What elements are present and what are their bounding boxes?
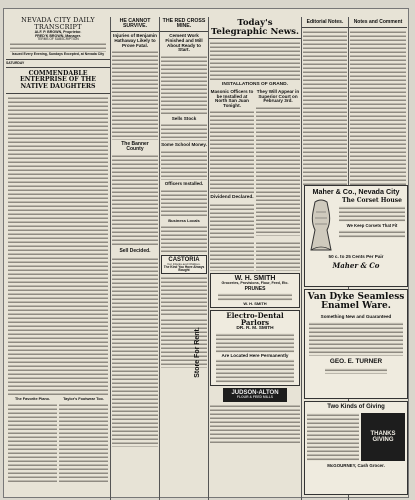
article-school-body (161, 150, 207, 180)
headline-school-money: Some School Money. (161, 142, 207, 148)
headline-banner-county: The Banner County (121, 141, 149, 153)
headline-favorite-piano: The Favorite Piano. (14, 396, 51, 401)
masthead-editor: ALF. P. BROWN, Proprietor. (34, 30, 82, 34)
notes-body (350, 30, 406, 185)
masthead-manager: FRED'K BROWN, Manager. (35, 33, 81, 38)
electro-dentist: DR. R. M. SMITH (236, 325, 274, 331)
headline-cannot-survive: HE CANNOT SURVIVE. (119, 18, 151, 30)
thanksgiving-graphic (361, 413, 405, 461)
headline-officers: Officers Installed. (164, 180, 204, 186)
maher-title: Maher & Co., Nevada City (312, 187, 400, 196)
article-sells-stock-body (161, 123, 207, 141)
headline-they-will: They Will Appear in Superior Court on February 3rd. (256, 88, 300, 104)
article-commendable-body (8, 96, 108, 396)
smith-prunes: PRUNES (244, 285, 266, 292)
corset-house: The Corset House (342, 197, 402, 205)
ad-small-left (210, 241, 254, 271)
store-for-rent-ad (188, 319, 206, 385)
electro-located: Are Located Here Permanently (221, 352, 289, 358)
article-col4-lower (161, 276, 207, 316)
column-4 (160, 17, 209, 500)
smith-goods: Groceries, Provisions, Flour, Feed, Etc. (221, 281, 289, 286)
headline-masonic: Masonic Officers to be Installed at North San Juan Tonight. (210, 88, 254, 108)
headline-telegraphic: Today's Telegraphic News. (210, 18, 299, 37)
van-dyke-body (309, 322, 403, 356)
headline-injuries: Injuries of Benjamin Hathaway Likely to Prove Fatal. (113, 33, 157, 48)
headline-editorial: Editorial Notes. (306, 19, 344, 25)
masthead-terms: TERMS OF SUBSCRIPTION (37, 37, 79, 42)
article-masonic-body (210, 110, 254, 194)
headline-red-cross: THE RED CROSS MINE. (162, 18, 206, 30)
editorial-body (303, 30, 347, 185)
article-cement-body (161, 55, 207, 115)
turner-name: GEO. E. TURNER (329, 358, 383, 366)
masthead-day: SATURDAY (6, 60, 25, 65)
judson-title: JUDSON-ALTON (231, 390, 279, 397)
castoria-title: CASTORIA (168, 256, 200, 263)
judson-sub: FLOUR & FEED MILLS (236, 395, 274, 400)
giving-body (307, 413, 359, 461)
castoria-sub: For Infants and Children. (167, 261, 201, 266)
article-favorite-piano-body (8, 403, 57, 483)
telegraphic-body (210, 41, 300, 81)
article-they-will-body (256, 106, 300, 236)
article-sell-body (112, 257, 158, 447)
column-masthead (6, 17, 111, 500)
headline-dividend: Dividend Declared. (210, 195, 254, 201)
corset-illustration (305, 198, 337, 254)
smith-ad (210, 273, 300, 308)
castoria-ad (161, 255, 207, 274)
headline-cement: Cement Work Finished and Mill About Ready to Start. (165, 33, 203, 53)
giving-ad (304, 401, 408, 495)
maher-sign: Maher & Co (332, 260, 380, 270)
article-bottom-telegraphic (210, 404, 300, 444)
headline-notes: Notes and Comment (353, 19, 403, 25)
article-injuries-body (112, 50, 158, 140)
giving-title: Two Kinds of Giving (327, 404, 385, 410)
business-locals-body (161, 225, 207, 253)
headline-commendable: COMMENDABLE ENTERPRISE OF THE NATIVE DAUGHTERS (20, 70, 96, 90)
headline-sell-decided: Sell Decided. (119, 248, 151, 255)
thanksgiving-label: THANKS GIVING (370, 431, 396, 443)
masthead-issued: Issued Every Evening, Sundays Excepted, at Nevada City (11, 52, 105, 57)
article-taylor-body (59, 403, 108, 483)
van-dyke-title: Van Dyke Seamless Enamel Ware. (307, 292, 405, 312)
van-dyke-ad (304, 289, 408, 399)
maher-ad (304, 185, 408, 287)
headline-business-locals: Business Locals (168, 217, 200, 223)
castoria-kind: The Kind You Have Always Bought (163, 264, 205, 272)
headline-installation: INSTALLATIONS OF GRAND. (222, 82, 288, 88)
store-rent-label: Store For Rent. (193, 326, 201, 378)
smith-sign: W. H. SMITH (243, 300, 267, 306)
newspaper-sheet (3, 8, 409, 498)
ad-small-right (256, 241, 300, 271)
headline-sells-stock: Sells Stock (171, 115, 197, 121)
article-officers-body (161, 189, 207, 217)
column-telegraphic (209, 17, 302, 500)
corset-we-keep: We Keep Corsets That Fit (346, 223, 398, 229)
article-dividend-body (210, 203, 254, 239)
mcgourney-name: McGOURNEY, Cash Grocer. (327, 463, 385, 468)
judson-ad (223, 388, 287, 401)
subscription-rates (10, 42, 106, 52)
masthead-title: NEVADA CITY DAILY TRANSCRIPT (21, 17, 95, 31)
column-3 (111, 17, 160, 500)
smith-name: W. H. SMITH (234, 275, 276, 283)
headline-taylor: Taylor's Footwear Too. (63, 396, 104, 401)
electro-title: Electro-Dental Parlors (226, 310, 284, 327)
van-dyke-sub: Something New and Guaranteed (320, 313, 392, 319)
article-banner-body (112, 154, 158, 246)
electro-dental-ad (210, 310, 300, 386)
corset-prices: 50 c. to 25 Cents Per Pair (328, 254, 384, 260)
